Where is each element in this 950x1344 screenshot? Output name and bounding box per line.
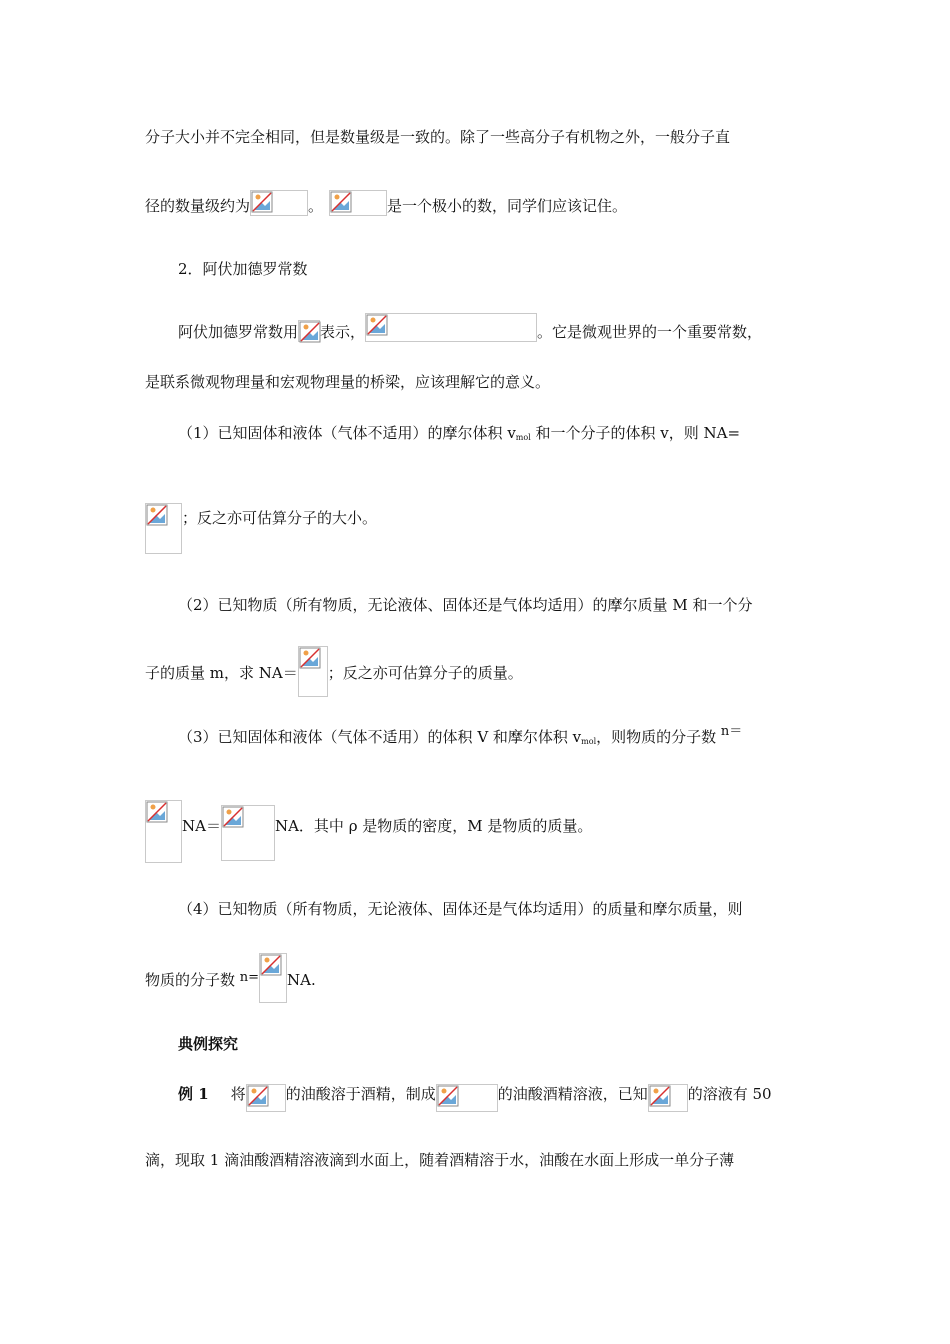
text: 。它是微观世界的一个重要常数， bbox=[537, 323, 763, 341]
text: 的油酸酒精溶液，已知 bbox=[497, 1085, 648, 1103]
list-item-continuation bbox=[145, 800, 592, 863]
text: 和一个分子的体积 v，则 NA= bbox=[530, 424, 741, 442]
paragraph-line bbox=[178, 313, 762, 342]
subscript: mol bbox=[515, 433, 531, 442]
text: 分子大小并不完全相同，但是数量级是一致的。除了一些高分子有机物之外，一般分子直 bbox=[145, 128, 731, 146]
paragraph-line bbox=[145, 372, 550, 392]
broken-image-icon bbox=[298, 320, 320, 342]
text: n= bbox=[239, 970, 260, 985]
text: 2．阿伏加德罗常数 bbox=[178, 260, 308, 278]
broken-image-icon bbox=[221, 805, 275, 861]
paragraph-line bbox=[145, 190, 627, 216]
broken-image-icon bbox=[246, 1084, 286, 1112]
text: 的油酸溶于酒精，制成 bbox=[285, 1085, 436, 1103]
text: 是一个极小的数，同学们应该记住。 bbox=[387, 197, 628, 215]
list-item bbox=[178, 899, 743, 919]
text: 表示， bbox=[320, 323, 366, 341]
text: （2）已知物质（所有物质，无论液体、固体还是气体均适用）的摩尔质量 M 和一个分 bbox=[178, 596, 753, 614]
text: ，则物质的分子数 bbox=[596, 728, 721, 746]
broken-image-icon bbox=[259, 953, 287, 1003]
broken-image-icon bbox=[145, 800, 182, 863]
text: 的溶液有 50 bbox=[687, 1085, 772, 1103]
broken-image-icon bbox=[648, 1084, 688, 1112]
paragraph-line bbox=[145, 127, 730, 147]
text: （3）已知固体和液体（气体不适用）的体积 V 和摩尔体积 v bbox=[178, 728, 582, 746]
text: n＝ bbox=[720, 724, 743, 739]
text: ；反之亦可估算分子的质量。 bbox=[327, 664, 523, 682]
broken-image-icon bbox=[365, 313, 537, 342]
text: NA．其中 ρ 是物质的密度，M 是物质的质量。 bbox=[274, 817, 593, 835]
text: 将 bbox=[230, 1085, 246, 1103]
text: 典例探究 bbox=[178, 1035, 239, 1053]
list-item-continuation bbox=[145, 503, 377, 554]
list-item-continuation bbox=[145, 953, 316, 1003]
text: 径的数量级约为 bbox=[145, 197, 251, 215]
broken-image-icon bbox=[436, 1084, 498, 1112]
example-label: 例 1 bbox=[178, 1085, 209, 1103]
broken-image-icon bbox=[298, 646, 328, 697]
section-heading bbox=[178, 1034, 238, 1054]
section-heading bbox=[178, 259, 308, 279]
text: 子的质量 m，求 NA＝ bbox=[145, 664, 298, 682]
list-item bbox=[178, 595, 752, 615]
text: NA＝ bbox=[182, 817, 221, 835]
text: 物质的分子数 bbox=[145, 971, 240, 989]
subscript: mol bbox=[581, 737, 597, 746]
text: （1）已知固体和液体（气体不适用）的摩尔体积 v bbox=[178, 424, 516, 442]
text: 滴，现取 1 滴油酸酒精溶液滴到水面上，随着酒精溶于水，油酸在水面上形成一单分子薄 bbox=[145, 1151, 735, 1169]
text: 是联系微观物理量和宏观物理量的桥梁，应该理解它的意义。 bbox=[145, 373, 551, 391]
broken-image-icon bbox=[250, 190, 308, 216]
text: （4）已知物质（所有物质，无论液体、固体还是气体均适用）的质量和摩尔质量，则 bbox=[178, 900, 743, 918]
list-item bbox=[178, 724, 743, 752]
list-item bbox=[178, 423, 740, 448]
text: NA. bbox=[287, 971, 316, 989]
example-line bbox=[178, 1084, 772, 1112]
text: ；反之亦可估算分子的大小。 bbox=[182, 509, 378, 527]
text: 阿伏加德罗常数用 bbox=[178, 323, 299, 341]
broken-image-icon bbox=[329, 190, 387, 216]
text: 。 bbox=[308, 197, 324, 215]
list-item-continuation bbox=[145, 646, 523, 697]
broken-image-icon bbox=[145, 503, 182, 554]
example-line bbox=[145, 1150, 734, 1170]
